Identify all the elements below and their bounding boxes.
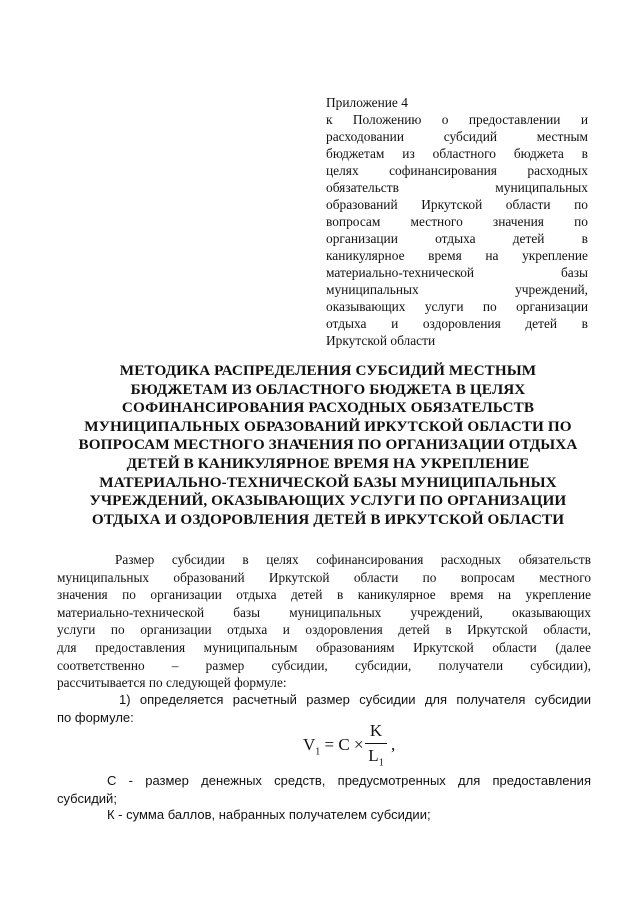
formula-var-l-sub: 1 (378, 757, 384, 769)
heading-line: СОФИНАНСИРОВАНИЯ РАСХОДНЫХ ОБЯЗАТЕЛЬСТВ (121, 399, 535, 417)
annex-block (326, 94, 588, 349)
text-line: К - сумма баллов, набранных получателем субсидии; (107, 807, 431, 822)
heading-line: МЕТОДИКА РАСПРЕДЕЛЕНИЯ СУБСИДИЙ МЕСТНЫМ (119, 362, 537, 379)
text-line: рассчитывается по следующей формуле: (57, 675, 287, 691)
formula-fraction (365, 721, 387, 769)
paragraph-intro (57, 551, 591, 692)
annex-line: обязательств муниципальных (326, 180, 588, 195)
formula-var-v: V (303, 735, 316, 754)
formula-lhs (303, 735, 364, 757)
text-line: Размер субсидии в целях софинансирования расходных обязательств (115, 552, 591, 567)
annex-line: оказывающих услуги по организации (326, 299, 588, 314)
annex-line: к Положению о предоставлении и (326, 112, 588, 127)
text-line: муниципальных образований Иркутской области по вопросам местного (57, 569, 591, 585)
annex-line: отдыха и оздоровления детей в (326, 316, 588, 331)
text-line: материально-технической базы муниципальных учреждений, оказывающих (57, 604, 591, 620)
text-line: значения по организации отдыха детей в каникулярное время на укрепление (57, 587, 591, 603)
heading-line: МАТЕРИАЛЬНО-ТЕХНИЧЕСКОЙ БАЗЫ МУНИЦИПАЛЬНЫХ (99, 473, 557, 491)
text-line: для предоставления муниципальным образованиям Иркутской области (далее (57, 639, 591, 655)
document-heading (60, 362, 596, 529)
annex-line: образований Иркутской области по (326, 197, 588, 212)
formula-tail: , (391, 735, 396, 754)
formula-var-l: L (368, 746, 379, 765)
heading-line: МУНИЦИПАЛЬНЫХ ОБРАЗОВАНИЙ ИРКУТСКОЙ ОБЛАСТИ ПО (84, 417, 572, 435)
heading-line: УЧРЕЖДЕНИЙ, ОКАЗЫВАЮЩИХ УСЛУГИ ПО ОРГАНИЗАЦИИ (89, 492, 567, 510)
subsidy-formula (303, 721, 423, 771)
formula-var-v-sub: 1 (315, 746, 321, 758)
formula-eq: = C × (320, 735, 364, 754)
formula-denominator (365, 746, 387, 769)
paragraph-c-definition (57, 772, 591, 807)
annex-title: Приложение 4 (326, 95, 408, 110)
text-line: соответственно – размер субсидии, субсидии, получатели субсидии), (57, 657, 591, 673)
annex-line: расходовании субсидий местным (326, 129, 588, 144)
text-line: услуги по организации отдыха и оздоровления детей в Иркутской области, (57, 622, 591, 638)
annex-line: материально-технической базы (326, 265, 588, 280)
formula-numerator: K (369, 721, 383, 740)
annex-line: вопросам местного значения по (326, 214, 588, 229)
paragraph-k-definition (57, 806, 591, 824)
heading-line: ДЕТЕЙ В КАНИКУЛЯРНОЕ ВРЕМЯ НА УКРЕПЛЕНИЕ (126, 454, 530, 472)
heading-line: ВОПРОСАМ МЕСТНОГО ЗНАЧЕНИЯ ПО ОРГАНИЗАЦИИ ОТДЫХА (78, 436, 578, 454)
fraction-bar (365, 743, 387, 744)
heading-line: ОТДЫХА И ОЗДОРОВЛЕНИЯ ДЕТЕЙ В ИРКУТСКОЙ ОБЛАСТИ (91, 510, 565, 528)
text-line: субсидий; (57, 790, 117, 806)
text-line: по формуле: (57, 709, 134, 725)
annex-line: организации отдыха детей в (326, 231, 588, 246)
text-line: С - размер денежных средств, предусмотренных для предоставления (107, 773, 591, 788)
heading-line: БЮДЖЕТАМ ИЗ ОБЛАСТНОГО БЮДЖЕТА В ЦЕЛЯХ (130, 380, 526, 398)
annex-line: Иркутской области (326, 333, 436, 348)
annex-line: муниципальных учреждений, (326, 282, 588, 297)
annex-line: каникулярное время на укрепление (326, 248, 588, 263)
annex-line: бюджетам из областного бюджета в (326, 146, 588, 161)
annex-line: целях софинансирования расходных (326, 163, 588, 178)
text-line: 1) определяется расчетный размер субсидии для получателя субсидии (119, 692, 591, 707)
